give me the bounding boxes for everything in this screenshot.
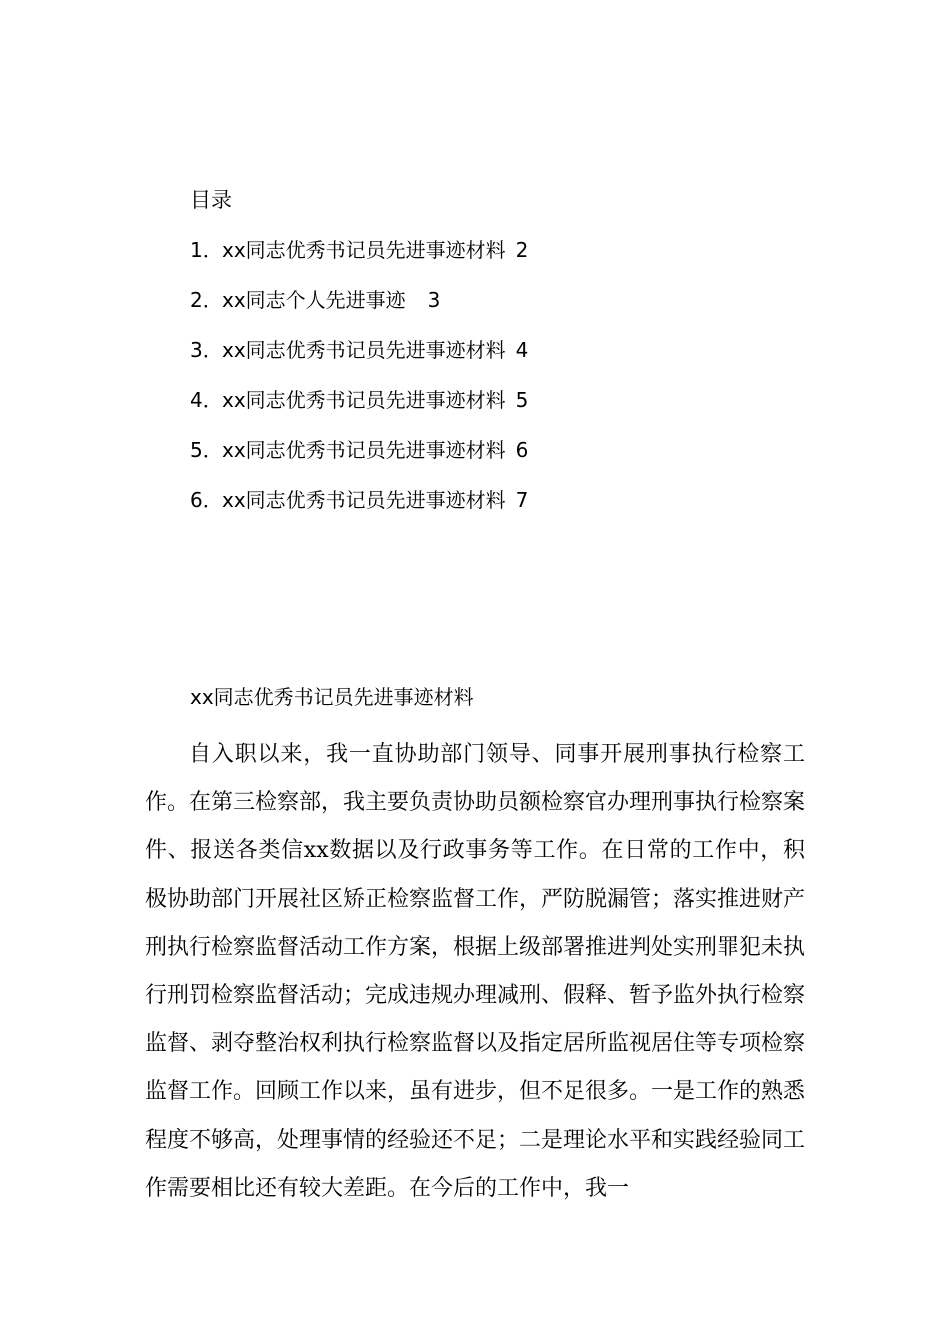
toc-item-text: xx同志优秀书记员先进事迹材料 [222, 338, 506, 362]
toc-item-page: 4 [515, 338, 529, 362]
toc-item-number: 6． [190, 488, 223, 512]
toc-item-page: 7 [515, 488, 529, 512]
toc-item[interactable] [190, 285, 528, 335]
toc-item-page: 3 [427, 288, 441, 312]
toc-item-number: 1． [190, 238, 223, 262]
article-paragraph: 自入职以来，我一直协助部门领导、同事开展刑事执行检察工作。在第三检察部，我主要负责协助员额检察官办理刑事执行检察案件、报送各类信xx数据以及行政事务等工作。在日常的工作中，积极协助部门开展社区矫正检察监督工作，严防脱漏管；落实推进财产刑执行检察监督活动工作方案，根据上级部署推进判处实刑罪犯未执行刑罚检察监督活动；完成违规办理减刑、假释、暂予监外执行检察监督、剥夺整治权利执行检察监督以及指定居所监视居住等专项检察监督工作。回顾工作以来，虽有进步，但不足很多。一是工作的熟悉程度不够高，处理事情的经验还不足；二是理论水平和实践经验同工作需要相比还有较大差距。在今后的工作中，我一 [145, 742, 806, 1201]
toc-item-number: 4． [190, 388, 223, 412]
toc-item[interactable] [190, 385, 528, 435]
toc-item[interactable] [190, 235, 528, 285]
toc-item-page: 5 [515, 388, 529, 412]
toc-item-page: 2 [515, 238, 529, 262]
toc-item-text: xx同志优秀书记员先进事迹材料 [222, 388, 506, 412]
toc-item[interactable] [190, 485, 528, 535]
toc-item-text: xx同志优秀书记员先进事迹材料 [222, 238, 506, 262]
article-title: xx同志优秀书记员先进事迹材料 [190, 685, 474, 709]
toc-item[interactable] [190, 335, 528, 385]
toc-item-text: xx同志个人先进事迹 [222, 288, 406, 312]
toc-item-page: 6 [515, 438, 529, 462]
toc-item-number: 2． [190, 288, 223, 312]
toc-title: 目录 [190, 188, 232, 212]
toc-item-number: 5． [190, 438, 223, 462]
toc-item-number: 3． [190, 338, 223, 362]
toc-item[interactable] [190, 435, 528, 485]
toc-item-text: xx同志优秀书记员先进事迹材料 [222, 488, 506, 512]
toc-item-text: xx同志优秀书记员先进事迹材料 [222, 438, 506, 462]
toc-list [190, 235, 528, 535]
